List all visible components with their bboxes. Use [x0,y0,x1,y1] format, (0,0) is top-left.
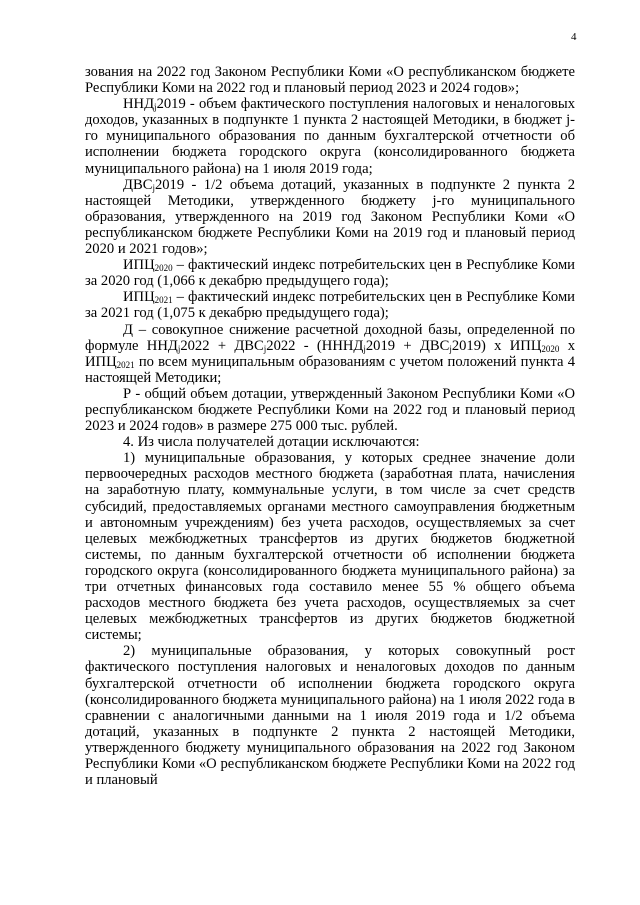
paragraph: 2) муниципальные образования, у которых совокупный рост фактического поступления налоговых и неналоговых доходов по данным бухгалтерской отчетности об исполнении бюджета городского округа (консолидированного бюджета муниципального района) на 1 июля 2022 года в сравнении с аналогичными данными на 1 июля 2019 года и 1/2 объема дотаций, указанных в подпункте 2 пункта 2 настоящей Методики, утвержденного бюджету муниципального образования на 2022 год Законом Республики Коми «О республиканском бюджете Республики Коми на 2022 год и плановый [85,643,575,789]
paragraph-dvs-2019: $ДВС_j2019 - 1/2$ объема дотаций, указанных в подпункте 2 пункта 2 настоящей Методики, утвержденного бюджету j-го муниципального образования, утвержденного на 2019 год Законом Республики Коми «О республиканском бюджете Республики Коми на 2019 год и плановый период 2020 и 2021 годов»; [85,176,575,258]
paragraph: 1) муниципальные образования, у которых среднее значение доли первоочередных расходов местного бюджета (заработная плата, начисления на заработную плату, коммунальные услуги, в том числе за счет средств субсидий, предоставляемых органами местного самоуправления бюджетным и автономным учреждениям) без учета расходов, осуществляемых за счет целевых межбюджетных трансфертов из других бюджетов бюджетной системы, по данным бухгалтерской отчетности об исполнении бюджета городского округа (консолидированного бюджета муниципального района) за три отчетных финансовых года составило менее 55 % общего объема расходов местного бюджета без учета расходов, осуществляемых за счет целевых межбюджетных трансфертов из других бюджетов бюджетной системы; [85,450,575,644]
paragraph: Р - общий объем дотации, утвержденный Законом Республики Коми «О республиканском бюджете Республики Коми на 2022 год и плановый период 2023 и 2024 годов» в размере 275 000 тыс. рублей. [85,385,575,435]
paragraph-ipc-2020: $ИПЦ_{2020}$ – фактический индекс потребительских цен в Республике Коми за 2020 год (1,066 к декабрю предыдущего года); [85,257,575,290]
paragraph-ipc-2021: $ИПЦ_{2021}$ – фактический индекс потребительских цен в Республике Коми за 2021 год (1,075 к декабрю предыдущего года); [85,289,575,322]
paragraph-nnd-2019: $ННД_j2019$ - объем фактического поступления налоговых и неналоговых доходов, указанных в подпункте 1 пункта 2 настоящей Методики, в бюджет j-го муниципального образования по данным бухгалтерской отчетности об исполнении бюджета городского округа (консолидированного бюджета муниципального района) на 1 июля 2019 года; [85,96,575,177]
paragraph: 4. Из числа получателей дотации исключаются: [123,434,420,451]
paragraph: зования на 2022 год Законом Республики Коми «О республиканском бюджете Республики Коми на 2022 год и плановый период 2023 и 2024 годов»; [85,64,575,97]
document-body [85,64,575,788]
page-number: 4 [571,31,577,43]
paragraph-formula: Д – совокупное снижение расчетной доходной базы, определенной по формуле $ННД_j2022 + ДВС_j2022$ - $(НННД_j2019 + ДВС_j2019)$ х $ИПЦ_{2020}$ х $ИПЦ_{2021}$ по всем муниципальным образованиям с учетом положений пункта 4 настоящей Методики; [85,321,575,386]
